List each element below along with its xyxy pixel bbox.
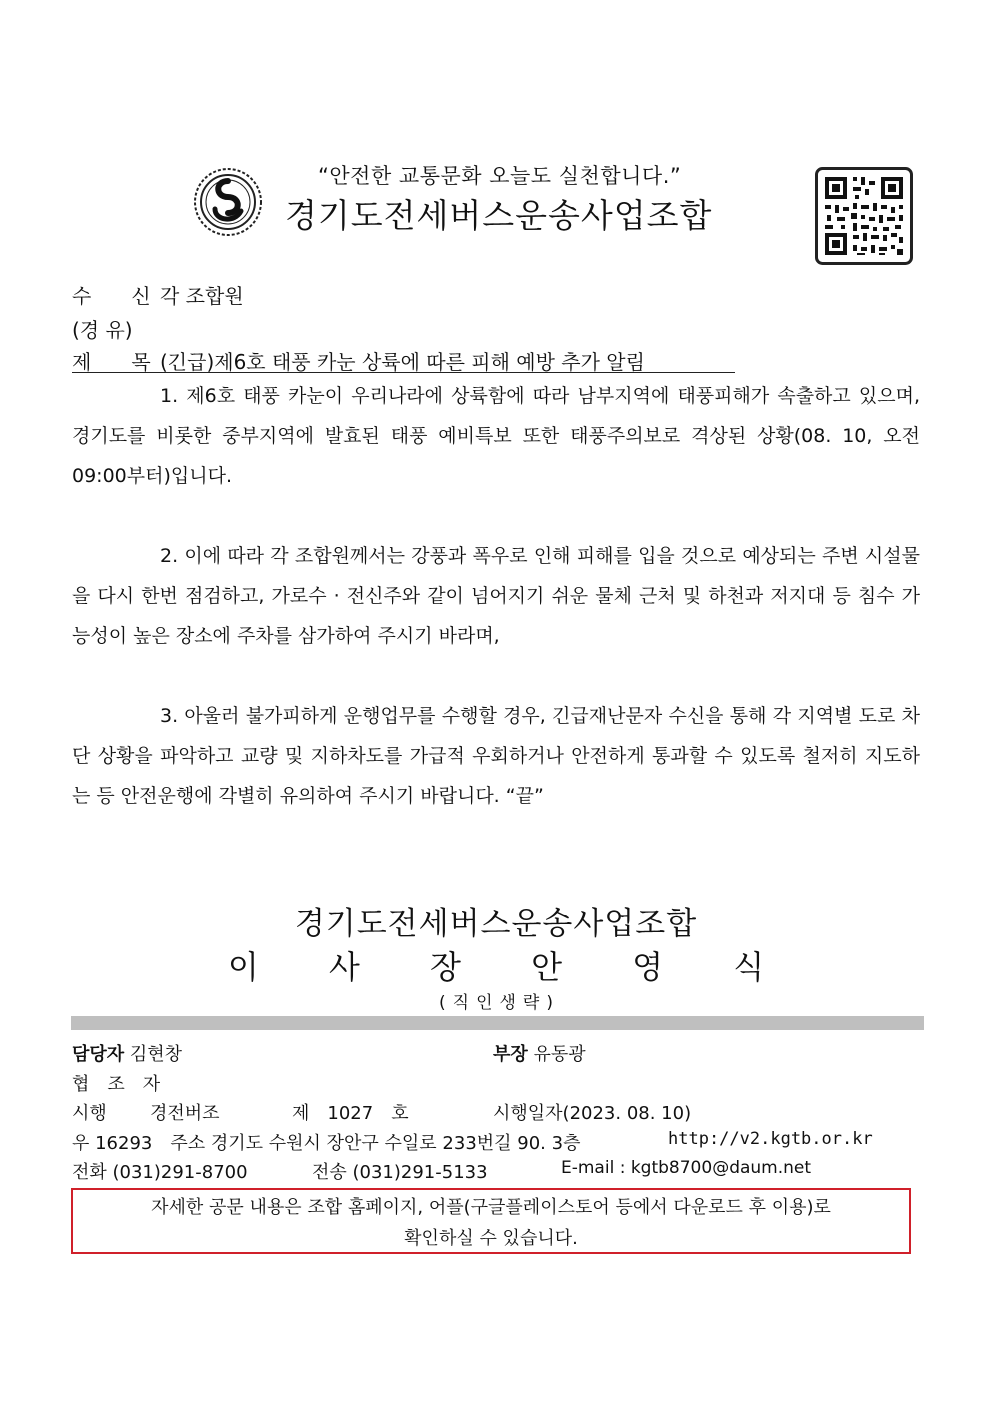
email[interactable]: E-mail : kgtb8700@daum.net <box>561 1158 812 1178</box>
via-row <box>72 314 133 343</box>
paragraph-2-text: 2. 이에 따라 각 조합원께서는 강풍과 폭우로 인해 피해를 입을 것으로 예상되는 주변 시설물을 다시 한번 점검하고, 가로수 · 전신주와 같이 넘어지기 쉬운 물체 근처 및 하천과 저지대 등 침수 가능성이 높은 장소에 주차를 삼가하여 주시기 바라며, <box>72 545 920 647</box>
slogan: “안전한 교통문화 오늘도 실천합니다.” <box>318 164 682 188</box>
paragraph-1 <box>72 376 920 496</box>
fax: 전송 (031)291-5133 <box>312 1162 488 1183</box>
seal-omitted-note: (직인생략) <box>439 993 560 1013</box>
address: 우 16293 주소 경기도 수원시 장안구 수일로 233번길 90. 3층 <box>72 1133 581 1154</box>
qr-code-icon[interactable] <box>815 167 913 265</box>
enforce-dept: 경전버조 <box>150 1103 220 1124</box>
manager-label: 부장 <box>493 1044 528 1065</box>
subject-row <box>72 346 645 375</box>
recipient: 각 조합원 <box>160 284 244 308</box>
recipient-row <box>72 280 244 309</box>
via-label: (경 유) <box>72 318 133 342</box>
signature-name: 이 사 장 안 영 식 <box>227 948 795 986</box>
document-number: 제 1027 호 <box>292 1103 409 1124</box>
subject-underline <box>72 372 735 373</box>
subject: (긴급)제6호 태풍 카눈 상륙에 따른 피해 예방 추가 알림 <box>160 350 645 374</box>
homepage-link[interactable]: http://v2.kgtb.or.kr <box>668 1129 873 1149</box>
staff-name: 김현창 <box>129 1044 183 1065</box>
notice-line-1: 자세한 공문 내용은 조합 홈페이지, 어플(구글플레이스토어 등에서 다운로드 후 이용)로 <box>151 1197 831 1218</box>
manager-name: 유동광 <box>533 1044 586 1065</box>
phone: 전화 (031)291-8700 <box>72 1162 248 1183</box>
divider-bar <box>71 1016 924 1030</box>
manager-row <box>493 1040 586 1066</box>
enforce-date: 시행일자(2023. 08. 10) <box>493 1103 692 1124</box>
paragraph-1-text: 1. 제6호 태풍 카눈이 우리나라에 상륙함에 따라 남부지역에 태풍피해가 속출하고 있으며, 경기도를 비롯한 중부지역에 발효된 태풍 예비특보 또한 태풍주의보로 격상된 상황(08. 10, 오전 09:00부터)입니다. <box>72 385 920 487</box>
staff-row <box>72 1040 182 1066</box>
notice-line-2: 확인하실 수 있습니다. <box>404 1228 578 1249</box>
recipient-label: 수 신 <box>72 284 151 308</box>
subject-label: 제 목 <box>72 350 151 374</box>
paragraph-3 <box>72 696 920 816</box>
notice-box <box>71 1188 911 1254</box>
org-title: 경기도전세버스운송사업조합 <box>285 196 713 235</box>
union-logo <box>193 167 263 237</box>
signature-org: 경기도전세버스운송사업조합 <box>294 906 698 942</box>
paragraph-3-text: 3. 아울러 불가피하게 운행업무를 수행할 경우, 긴급재난문자 수신을 통해 각 지역별 도로 차단 상황을 파악하고 교량 및 지하차도를 가급적 우회하거나 안전하게 통과할 수 있도록 철저히 지도하는 등 안전운행에 각별히 유의하여 주시기 바랍니다. “끝” <box>72 705 920 807</box>
enforce-label: 시행 <box>72 1103 107 1124</box>
paragraph-2 <box>72 536 920 656</box>
staff-label: 담당자 <box>72 1044 125 1065</box>
cooperator-label: 협 조 자 <box>72 1074 161 1095</box>
